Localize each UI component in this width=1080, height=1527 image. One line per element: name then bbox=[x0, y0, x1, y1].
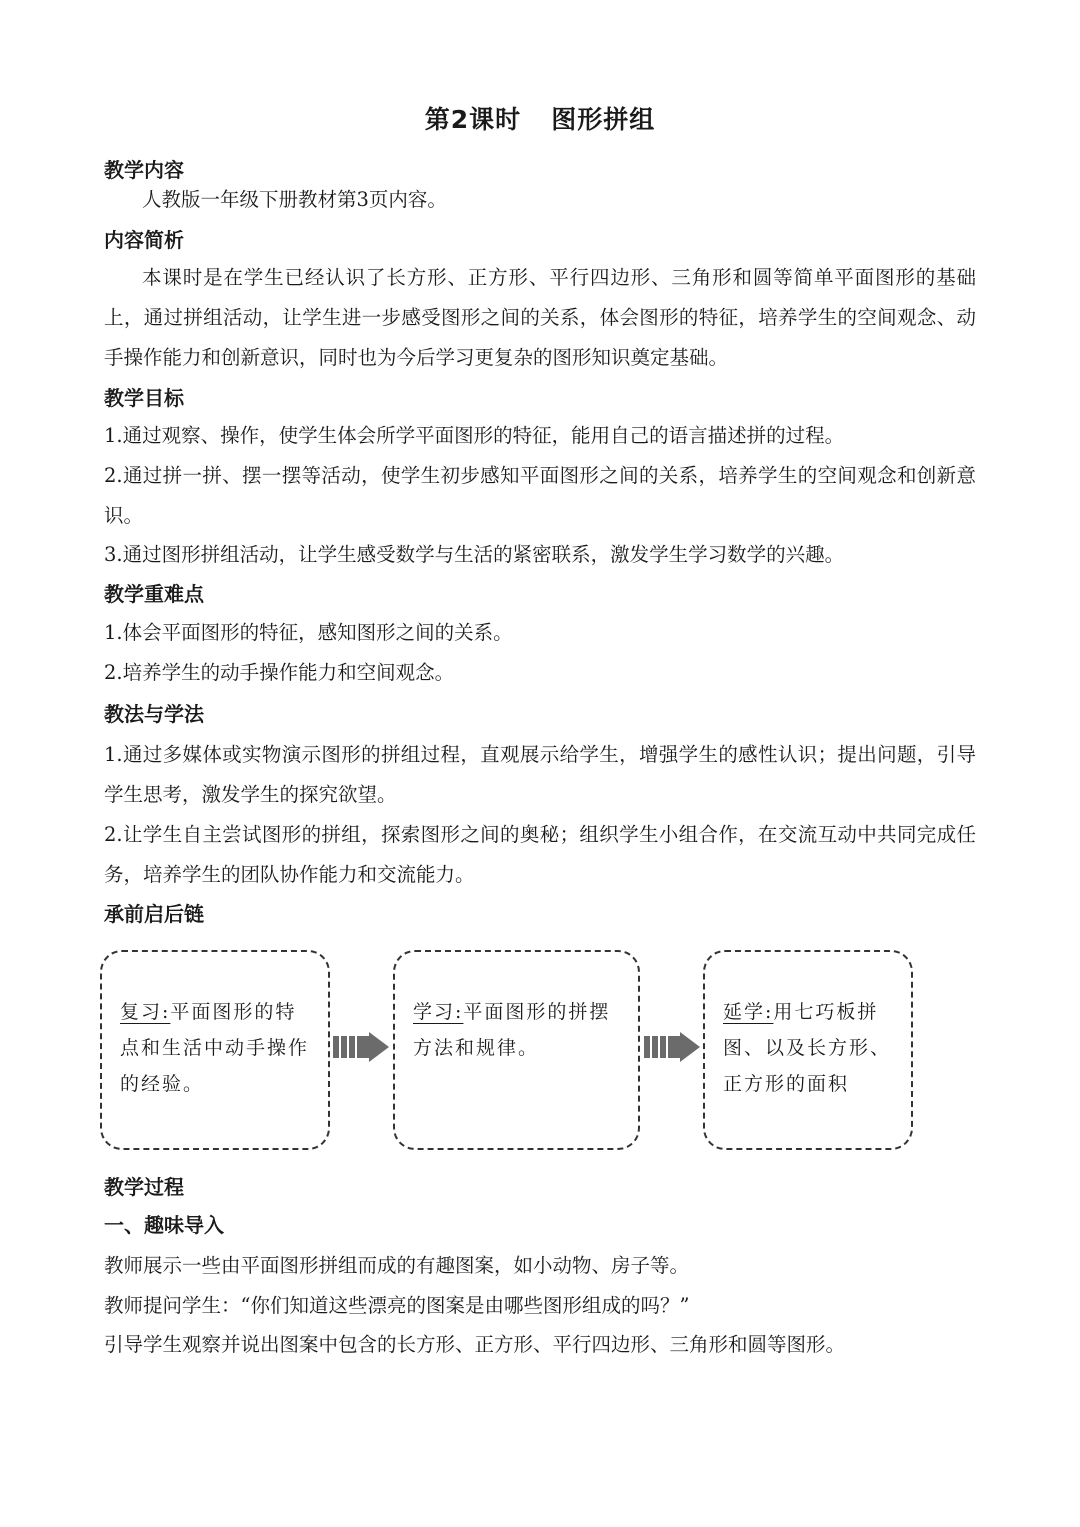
heading-keypoints: 教学重难点 bbox=[104, 582, 204, 606]
process-line-2: 教师提问学生：“你们知道这些漂亮的图案是由哪些图形组成的吗？” bbox=[104, 1294, 690, 1317]
method-item-1: 1.通过多媒体或实物演示图形的拼组过程，直观展示给学生，增强学生的感性认识；提出问题，引导学生思考，激发学生的探究欲望。 bbox=[104, 743, 976, 806]
method-item-2: 2.让学生自主尝试图形的拼组，探索图形之间的奥秘；组织学生小组合作，在交流互动中共同完成任务，培养学生的团队协作能力和交流能力。 bbox=[104, 823, 976, 886]
chain-box-extend bbox=[703, 950, 913, 1150]
heading-analysis: 内容简析 bbox=[104, 228, 184, 252]
heading-methods: 教法与学法 bbox=[104, 702, 204, 726]
goal-item-1: 1.通过观察、操作，使学生体会所学平面图形的特征，能用自己的语言描述拼的过程。 bbox=[104, 424, 845, 447]
process-line-3: 引导学生观察并说出图案中包含的长方形、正方形、平行四边形、三角形和圆等图形。 bbox=[104, 1333, 846, 1356]
heading-process: 教学过程 bbox=[104, 1175, 184, 1199]
chain-box-extend-label: 延学: bbox=[723, 1001, 774, 1023]
chain-box-review-text: 平面图形的特点和生活中动手操作的经验。 bbox=[120, 1001, 310, 1095]
keypoint-item-2: 2.培养学生的动手操作能力和空间观念。 bbox=[104, 661, 455, 684]
process-line-1: 教师展示一些由平面图形拼组而成的有趣图案，如小动物、房子等。 bbox=[104, 1254, 690, 1277]
chain-box-review-label: 复习: bbox=[120, 1001, 171, 1023]
chain-arrow-icon bbox=[333, 1032, 389, 1062]
analysis-text: 本课时是在学生已经认识了长方形、正方形、平行四边形、三角形和圆等简单平面图形的基础上，通过拼组活动，让学生进一步感受图形之间的关系，体会图形的特征，培养学生的空间观念、动手操作能力和创新意识，同时也为今后学习更复杂的图形知识奠定基础。 bbox=[104, 266, 976, 369]
heading-content: 教学内容 bbox=[104, 158, 184, 182]
chain-box-extend-text: 用七巧板拼图、以及长方形、正方形的面积 bbox=[723, 1001, 892, 1095]
lesson-topic: 图形拼组 bbox=[551, 105, 656, 134]
chain-box-review bbox=[100, 950, 330, 1150]
heading-chain: 承前启后链 bbox=[104, 902, 204, 926]
content-text: 人教版一年级下册教材第3页内容。 bbox=[142, 188, 447, 211]
subheading-intro: 一、趣味导入 bbox=[104, 1213, 224, 1237]
goal-item-3: 3.通过图形拼组活动，让学生感受数学与生活的紧密联系，激发学生学习数学的兴趣。 bbox=[104, 543, 845, 566]
keypoint-item-1: 1.体会平面图形的特征，感知图形之间的关系。 bbox=[104, 621, 513, 644]
page-title bbox=[0, 100, 1080, 136]
chain-arrow-icon bbox=[644, 1032, 700, 1062]
lesson-number: 第2课时 bbox=[424, 105, 522, 134]
heading-goals: 教学目标 bbox=[104, 386, 184, 410]
chain-box-learn-text: 平面图形的拼摆方法和规律。 bbox=[413, 1001, 611, 1059]
chain-box-learn-label: 学习: bbox=[413, 1001, 464, 1023]
chain-box-learn bbox=[393, 950, 640, 1150]
goal-item-2: 2.通过拼一拼、摆一摆等活动，使学生初步感知平面图形之间的关系，培养学生的空间观念和创新意识。 bbox=[104, 464, 976, 527]
